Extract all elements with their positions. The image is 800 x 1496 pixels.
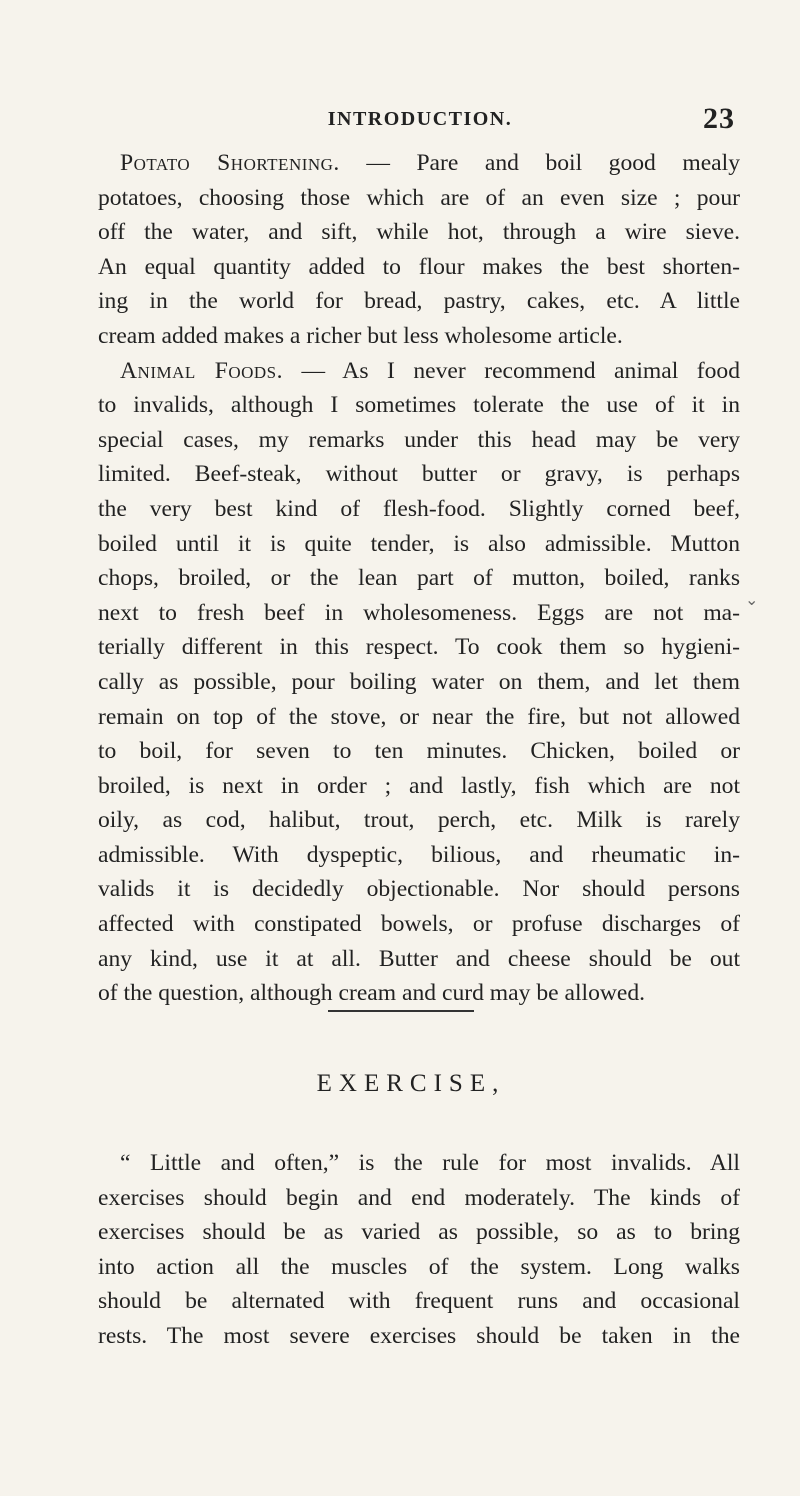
text-line: special cases, my remarks under this head may be very [98, 426, 740, 453]
text-line: rests. The most severe exercises should be taken in the [98, 1322, 740, 1349]
text-line: ing in the world for bread, pastry, cakes, etc. A little [98, 288, 740, 315]
running-head [100, 102, 740, 140]
text-line: exercises should begin and end moderately. The kinds of [98, 1184, 740, 1211]
text-line: into action all the muscles of the system. Long walks [98, 1253, 740, 1280]
text-line: “ Little and often,” is the rule for most invalids. All [120, 1150, 740, 1176]
paragraph-potato-shortening-first-line [98, 146, 740, 181]
text-line: oily, as cod, halibut, trout, perch, etc. Milk is rarely [98, 807, 740, 834]
text-line: affected with constipated bowels, or profuse discharges of [98, 911, 740, 938]
text-line: — As I never recommend animal food [283, 357, 740, 384]
text-line: admissible. With dyspeptic, bilious, and rheumatic in- [98, 841, 740, 868]
section-food-text [98, 146, 740, 1011]
page-number: 23 [703, 102, 735, 135]
text-line: of the question, although cream and curd may be allowed. [98, 980, 646, 1007]
section-divider-rule [328, 1010, 474, 1012]
text-line: cream added makes a richer but less wholesome article. [98, 322, 623, 349]
text-line: valids it is decidedly objectionable. Nor should persons [98, 876, 740, 903]
text-line: exercises should be as varied as possible, so as to bring [98, 1219, 740, 1246]
text-line: to boil, for seven to ten minutes. Chicken, boiled or [98, 738, 740, 765]
text-line: any kind, use it at all. Butter and cheese should be out [98, 945, 740, 972]
running-head-title: INTRODUCTION. [327, 108, 513, 130]
text-line: An equal quantity added to flour makes the best shorten- [98, 253, 740, 280]
text-line: — Pare and boil good mealy [339, 150, 740, 176]
paragraph-animal-foods-first-line [98, 354, 740, 389]
text-line: should be alternated with frequent runs and occasional [98, 1288, 740, 1315]
text-line: limited. Beef-steak, without butter or gravy, is perhaps [98, 461, 740, 488]
text-line: remain on top of the stove, or near the fire, but not allowed [98, 703, 740, 730]
text-line: broiled, is next in order ; and lastly, fish which are not [98, 772, 740, 799]
section-heading-exercise: EXERCISE, [316, 1070, 506, 1097]
paragraph-lead-potato-shortening: Potato Shortening. [120, 150, 340, 176]
text-line: boiled until it is quite tender, is also admissible. Mutton [98, 530, 740, 557]
text-line: terially different in this respect. To cook them so hygieni- [98, 634, 740, 661]
text-line: to invalids, although I sometimes tolerate the use of it in [98, 392, 740, 419]
margin-pencil-mark: ⌄ [745, 592, 759, 609]
paragraph-lead-animal-foods: Animal Foods. [120, 357, 284, 384]
text-line: cally as possible, pour boiling water on them, and let them [98, 668, 740, 695]
text-line: off the water, and sift, while hot, through a wire sieve. [98, 219, 740, 246]
text-line: chops, broiled, or the lean part of mutton, boiled, ranks [98, 565, 740, 592]
section-exercise-text [98, 1146, 740, 1354]
text-line: the very best kind of flesh-food. Slightly corned beef, [98, 495, 740, 522]
text-line: potatoes, choosing those which are of an even size ; pour [98, 184, 740, 211]
text-line: next to fresh beef in wholesomeness. Eggs are not ma- [98, 599, 740, 626]
